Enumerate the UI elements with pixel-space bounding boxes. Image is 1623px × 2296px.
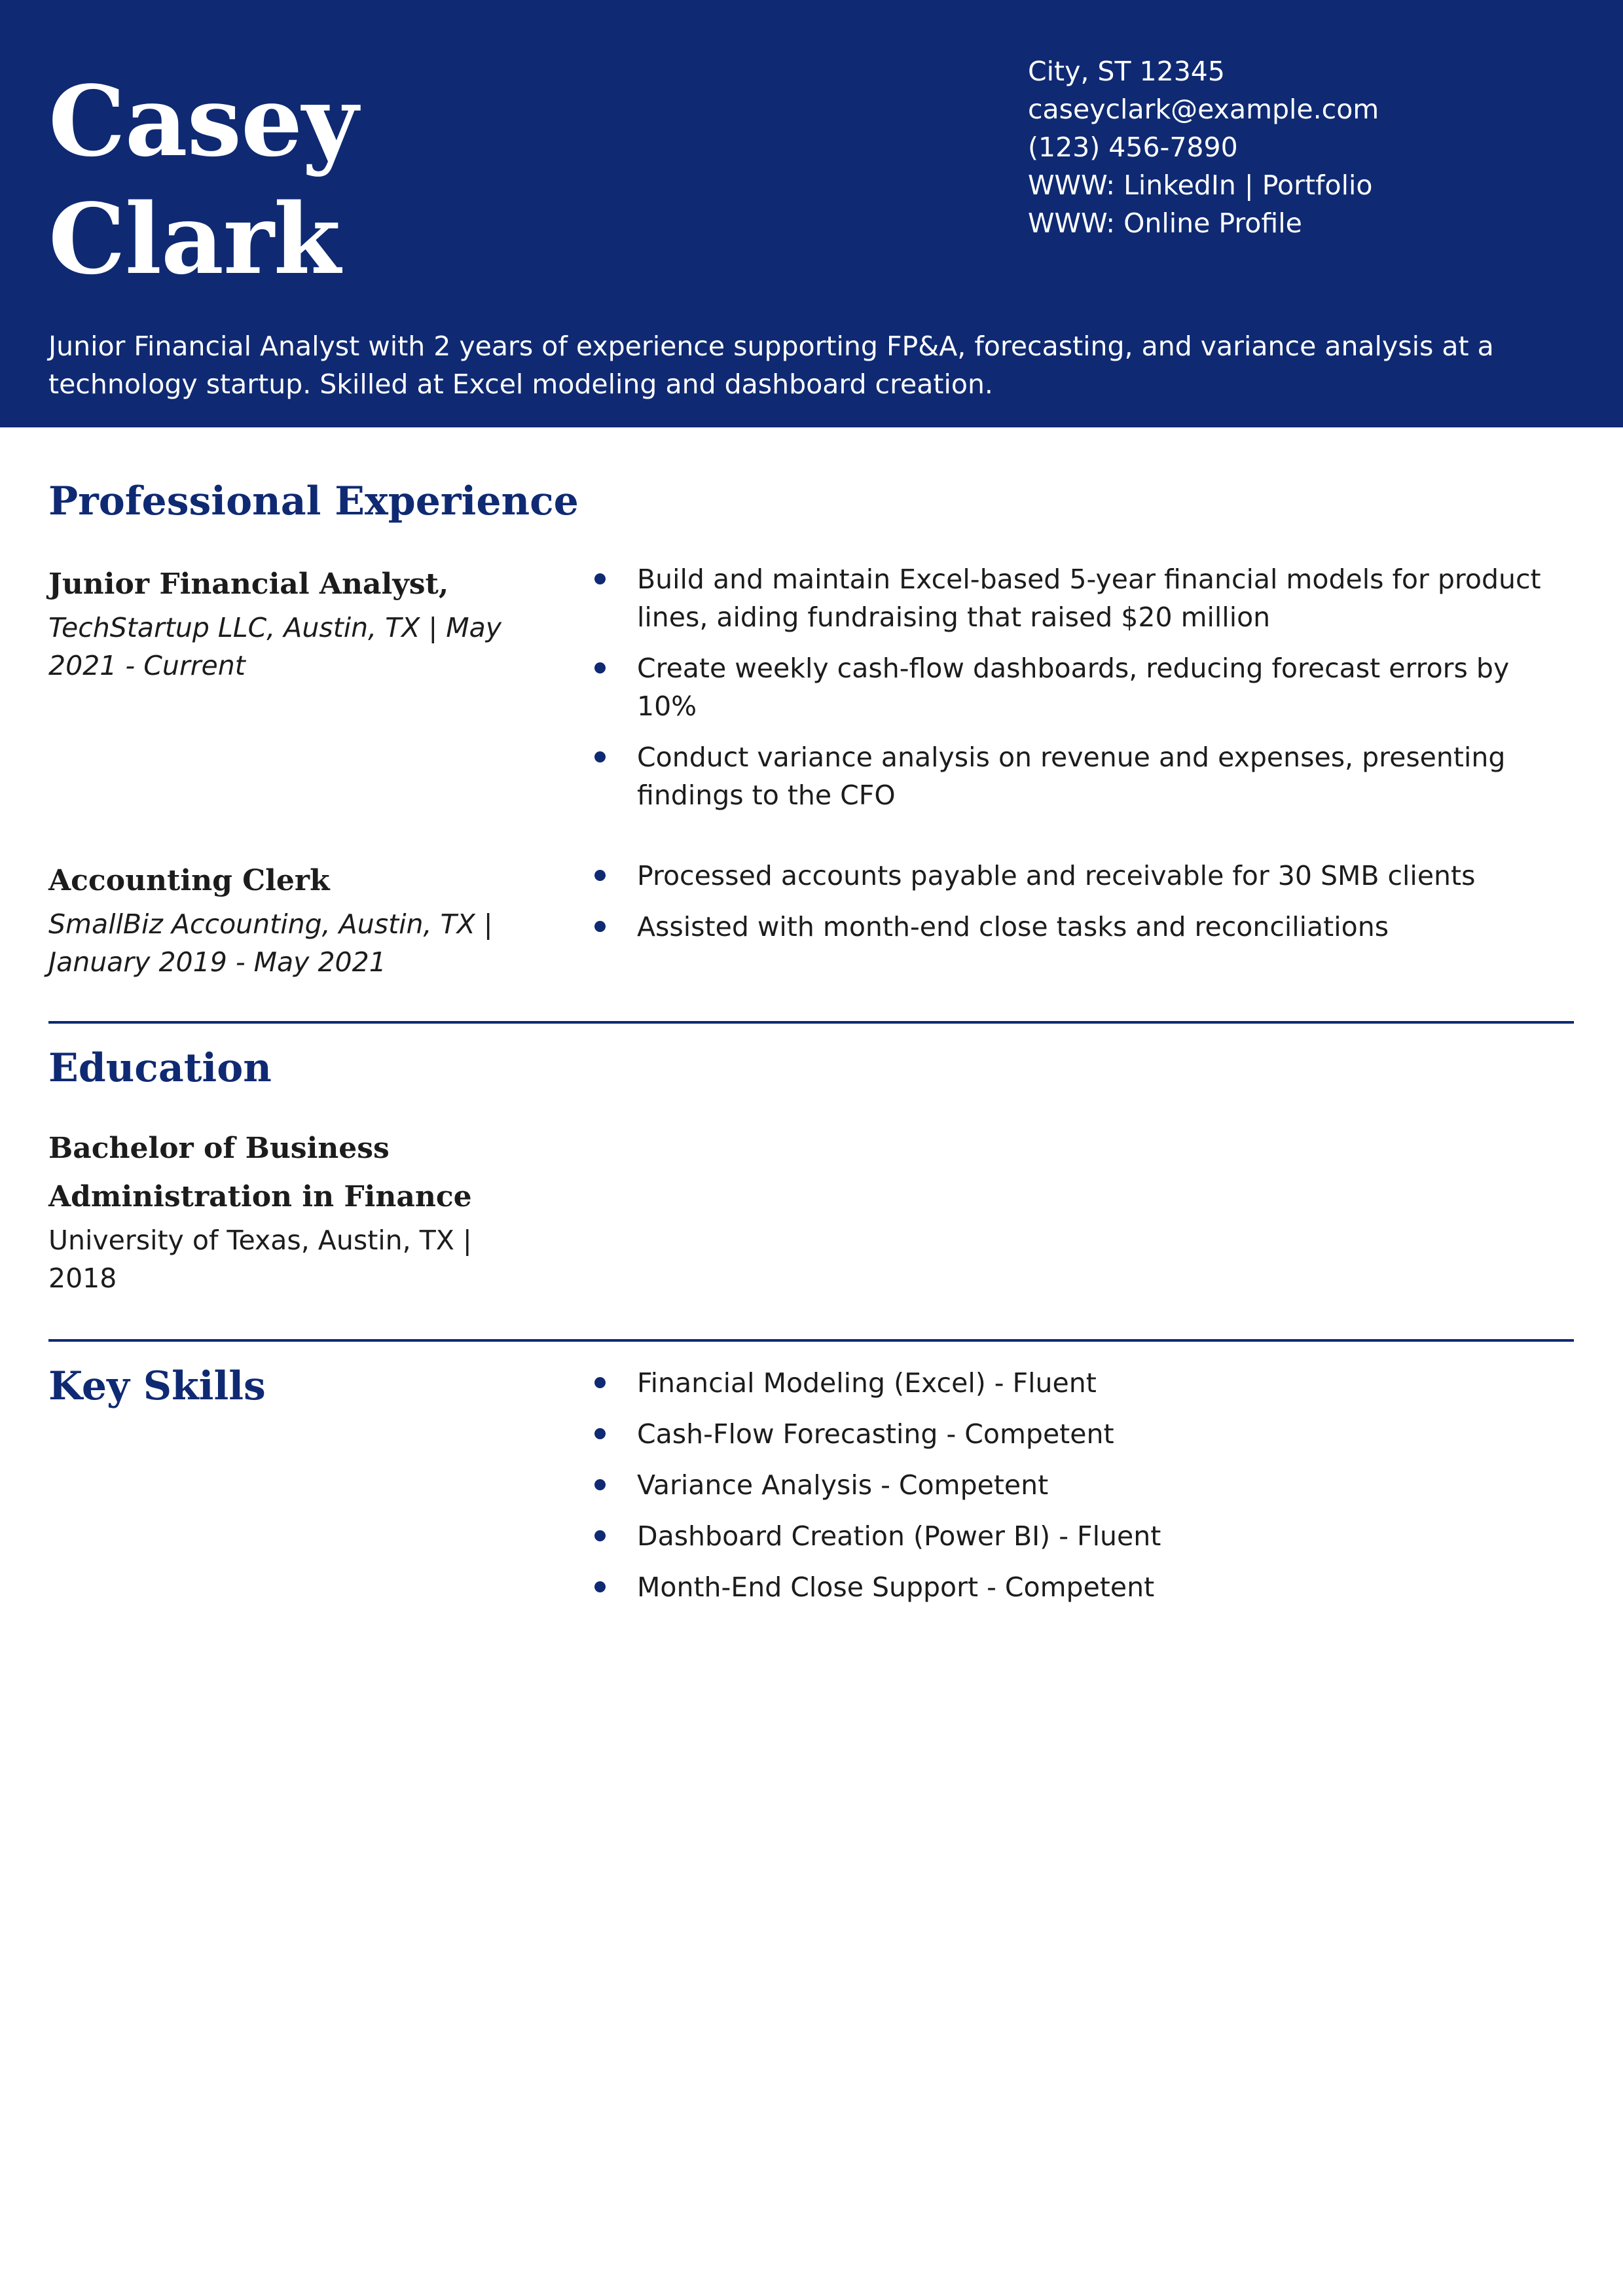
contact-phone: (123) 456-7890 <box>1028 132 1238 163</box>
degree-line: Administration in Finance <box>48 1180 472 1213</box>
job-bullets <box>589 560 1574 827</box>
job-bullet: Conduct variance analysis on revenue and expenses, presenting findings to the CFO <box>589 738 1574 814</box>
degree-name <box>48 1124 546 1221</box>
section-divider <box>48 1339 1574 1342</box>
degree-line: Bachelor of Business <box>48 1132 390 1165</box>
candidate-name <box>48 62 357 298</box>
professional-summary: Junior Financial Analyst with 2 years of experience supporting FP&A, forecasting, and variance analysis at a technology startup. Skilled at Excel modeling and dashboard creation. <box>48 331 1494 400</box>
section-divider <box>48 1021 1574 1024</box>
contact-links-secondary[interactable]: WWW: Online Profile <box>1028 207 1302 239</box>
job-bullet: Build and maintain Excel-based 5-year financial models for product lines, aiding fundraising that raised $20 million <box>589 560 1574 636</box>
job-header <box>48 560 546 685</box>
skill-item: Financial Modeling (Excel) - Fluent <box>589 1364 1574 1402</box>
last-name: Clark <box>48 182 340 296</box>
job-meta: TechStartup LLC, Austin, TX | May 2021 - Current <box>48 612 501 681</box>
job-bullet: Create weekly cash-flow dashboards, reducing forecast errors by 10% <box>589 649 1574 725</box>
skill-item: Dashboard Creation (Power BI) - Fluent <box>589 1517 1574 1555</box>
section-title-skills: Key Skills <box>48 1363 266 1409</box>
job-bullet: Assisted with month-end close tasks and reconciliations <box>589 908 1574 946</box>
job-bullets <box>589 857 1574 959</box>
education-entry <box>48 1124 546 1297</box>
job-header <box>48 857 546 981</box>
section-title-experience: Professional Experience <box>48 478 579 524</box>
contact-location: City, ST 12345 <box>1028 56 1225 87</box>
resume-header <box>0 0 1623 427</box>
job-role: Accounting Clerk <box>48 864 330 897</box>
job-bullet: Processed accounts payable and receivable for 30 SMB clients <box>589 857 1574 895</box>
job-meta: SmallBiz Accounting, Austin, TX | January 2019 - May 2021 <box>48 908 493 978</box>
contact-email[interactable]: caseyclark@example.com <box>1028 94 1379 125</box>
school-info: University of Texas, Austin, TX | 2018 <box>48 1225 472 1294</box>
job-role: Junior Financial Analyst, <box>48 567 449 601</box>
skills-list <box>589 1364 1574 1619</box>
skill-item: Variance Analysis - Competent <box>589 1466 1574 1504</box>
skill-item: Cash-Flow Forecasting - Competent <box>589 1415 1574 1453</box>
contact-links-primary[interactable]: WWW: LinkedIn | Portfolio <box>1028 170 1373 201</box>
section-title-education: Education <box>48 1045 272 1091</box>
skill-item: Month-End Close Support - Competent <box>589 1568 1574 1606</box>
first-name: Casey <box>48 64 358 178</box>
contact-info <box>1028 52 1379 242</box>
